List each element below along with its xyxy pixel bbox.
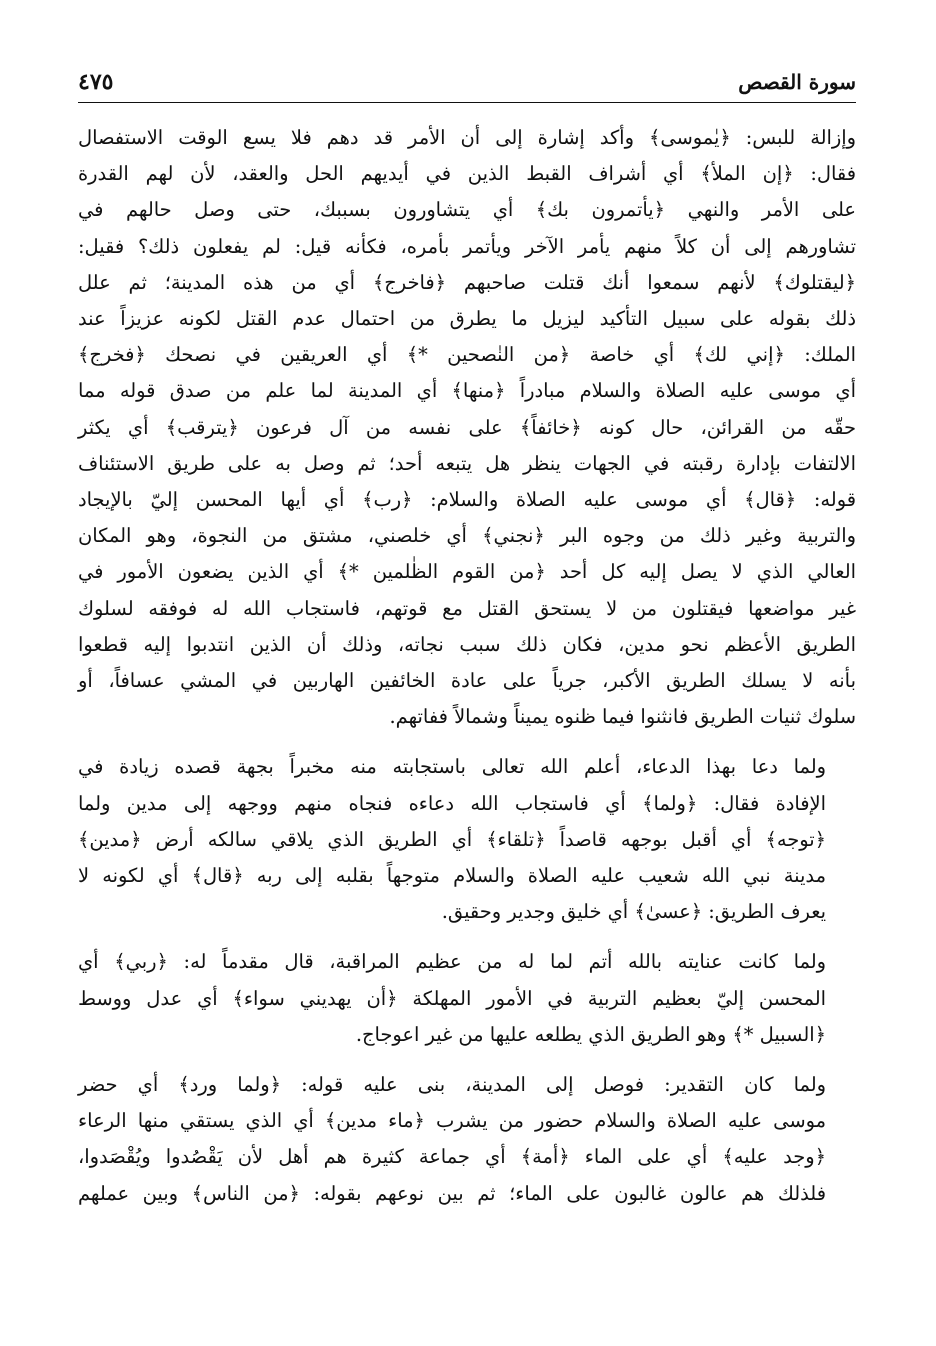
text-line: ذلك بقوله على سبيل التأكيد ليزيل ما يطرق من احتمال عدم القتل لكونه عزيزاً عند	[78, 307, 856, 331]
text-line: موسى عليه الصلاة والسلام حضور من يشرب ﴿ماء مدين﴾ أي الذي يستقي منها الرعاء	[78, 1109, 826, 1133]
text-line: الإفادة فقال: ﴿ولما﴾ أي فاستجاب الله دعاءه فنجاه منهم ووجهه إلى مدين ولما	[78, 791, 826, 815]
text-line: الطريق الأعظم نحو مدين، فكان ذلك سبب نجاته، وذلك أن الذين انتدبوا إليه قطعوا	[78, 632, 856, 656]
text-line: العالي الذي لا يصل إليه كل أحد ﴿من القوم الظٰلمين *﴾ أي الذين يضعون الأمور في	[78, 560, 856, 584]
page-header	[78, 62, 856, 103]
text-line: سلوك ثنيات الطريق فانثنوا فيما ظنوه يميناً وشمالاً ففاتهم.	[389, 705, 856, 729]
text-line: على الأمر والنهي ﴿يأتمرون بك﴾ أي يتشاورون بسببك، حتى وصل حالهم في	[78, 198, 856, 222]
text-line: ولما كانت عنايته بالله أتم لما له من عظيم المراقبة، قال مقدماً له: ﴿ربي﴾ أي	[78, 950, 826, 974]
text-line: بأنه لا يسلك الطريق الأكبر، جرياً على عادة الخائفين الهاربين في المشي عسافاً، أو	[78, 669, 856, 693]
text-line: مدينة نبي الله شعيب عليه الصلاة والسلام متوجهاً بقلبه إلى ربه ﴿قال﴾ أي لكونه لا	[78, 864, 826, 888]
text-line: المحسن إليّ بعظيم التربية في الأمور المهلكة ﴿أن يهديني سواء﴾ أي عدل ووسط	[78, 986, 826, 1010]
text-line: فقال: ﴿إن الملأ﴾ أي أشراف القبط الذين في أيديهم الحل والعقد، لأن لهم القدرة	[78, 162, 856, 186]
text-line: يعرف الطريق: ﴿عسىٰ﴾ أي خليق وجدير وحقيق.	[441, 900, 826, 924]
paragraph	[78, 749, 856, 930]
running-title: سورة القصص	[738, 70, 856, 94]
paragraph	[78, 944, 856, 1053]
text-line: ولما دعا بهذا الدعاء، أعلم الله تعالى باستجابته منه مخبراً بجهة قصده زيادة في	[78, 755, 826, 779]
text-line: تشاورهم إلى أن كلاً منهم يأمر الآخر ويأتمر بأمره، فكأنه قيل: لم يفعلون ذلك؟ فقيل:	[78, 234, 856, 258]
paragraph	[78, 1067, 856, 1212]
text-line: الالتفات بإدارة رقبته في الجهات ينظر هل يتبعه أحد؛ ثم وصل به على طريق الاستئناف	[78, 451, 856, 475]
text-line: حقّه من القرائن، حال كونه ﴿خائفاً﴾ على نفسه من آل فرعون ﴿يترقب﴾ أي يكثر	[78, 415, 856, 439]
text-line: الملك: ﴿إني لك﴾ أي خاصة ﴿من النٰصحين *﴾ أي العريقين في نصحك ﴿فخرج﴾	[78, 343, 856, 367]
text-line: والتربية وغير ذلك من وجوه البر ﴿نجني﴾ أي خلصني، مشتق من النجوة، وهو المكان	[78, 524, 856, 548]
text-line: ﴿السبيل *﴾ وهو الطريق الذي يطلعه عليها من غير اعوجاج.	[355, 1022, 826, 1046]
text-line: قوله: ﴿قال﴾ أي موسى عليه الصلاة والسلام: ﴿رب﴾ أي أيها المحسن إليّ بالإيجاد	[78, 488, 856, 512]
text-line: وإزالة للبس: ﴿يٰموسى﴾ وأكد إشارة إلى أن الأمر قد دهم فلا يسع الوقت الاستفصال	[78, 126, 856, 149]
text-line: ولما كان التقدير: فوصل إلى المدينة، بنى عليه قوله: ﴿ولما ورد﴾ أي حضر	[78, 1073, 826, 1097]
text-line: غير مواضعها فيقتلون من لا يستحق القتل مع قوتهم، فاستجاب الله له فوفقه لسلوك	[78, 596, 856, 620]
page-body	[78, 120, 856, 1212]
text-line: ﴿وجد عليه﴾ أي على الماء ﴿أمة﴾ أي جماعة كثيرة هم أهل لأن يَقْصُدوا ويُقْصَدوا،	[78, 1145, 826, 1169]
text-line: أي موسى عليه الصلاة والسلام مبادراً ﴿منها﴾ أي المدينة لما علم من صدق قوله مما	[78, 379, 856, 403]
text-line: ﴿ليقتلوك﴾ لأنهم سمعوا أنك قتلت صاحبهم ﴿فاخرج﴾ أي من هذه المدينة؛ ثم علل	[78, 270, 856, 294]
page-number: ٤٧٥	[78, 69, 114, 95]
paragraph	[78, 120, 856, 735]
text-line: ﴿توجه﴾ أي أقبل بوجهه قاصداً ﴿تلقاء﴾ أي الطريق الذي يلاقي سالكه أرض ﴿مدين﴾	[78, 827, 826, 851]
text-line: فلذلك هم عالون غالبون على الماء؛ ثم بين نوعهم بقوله: ﴿من الناس﴾ وبين عملهم	[78, 1181, 826, 1205]
